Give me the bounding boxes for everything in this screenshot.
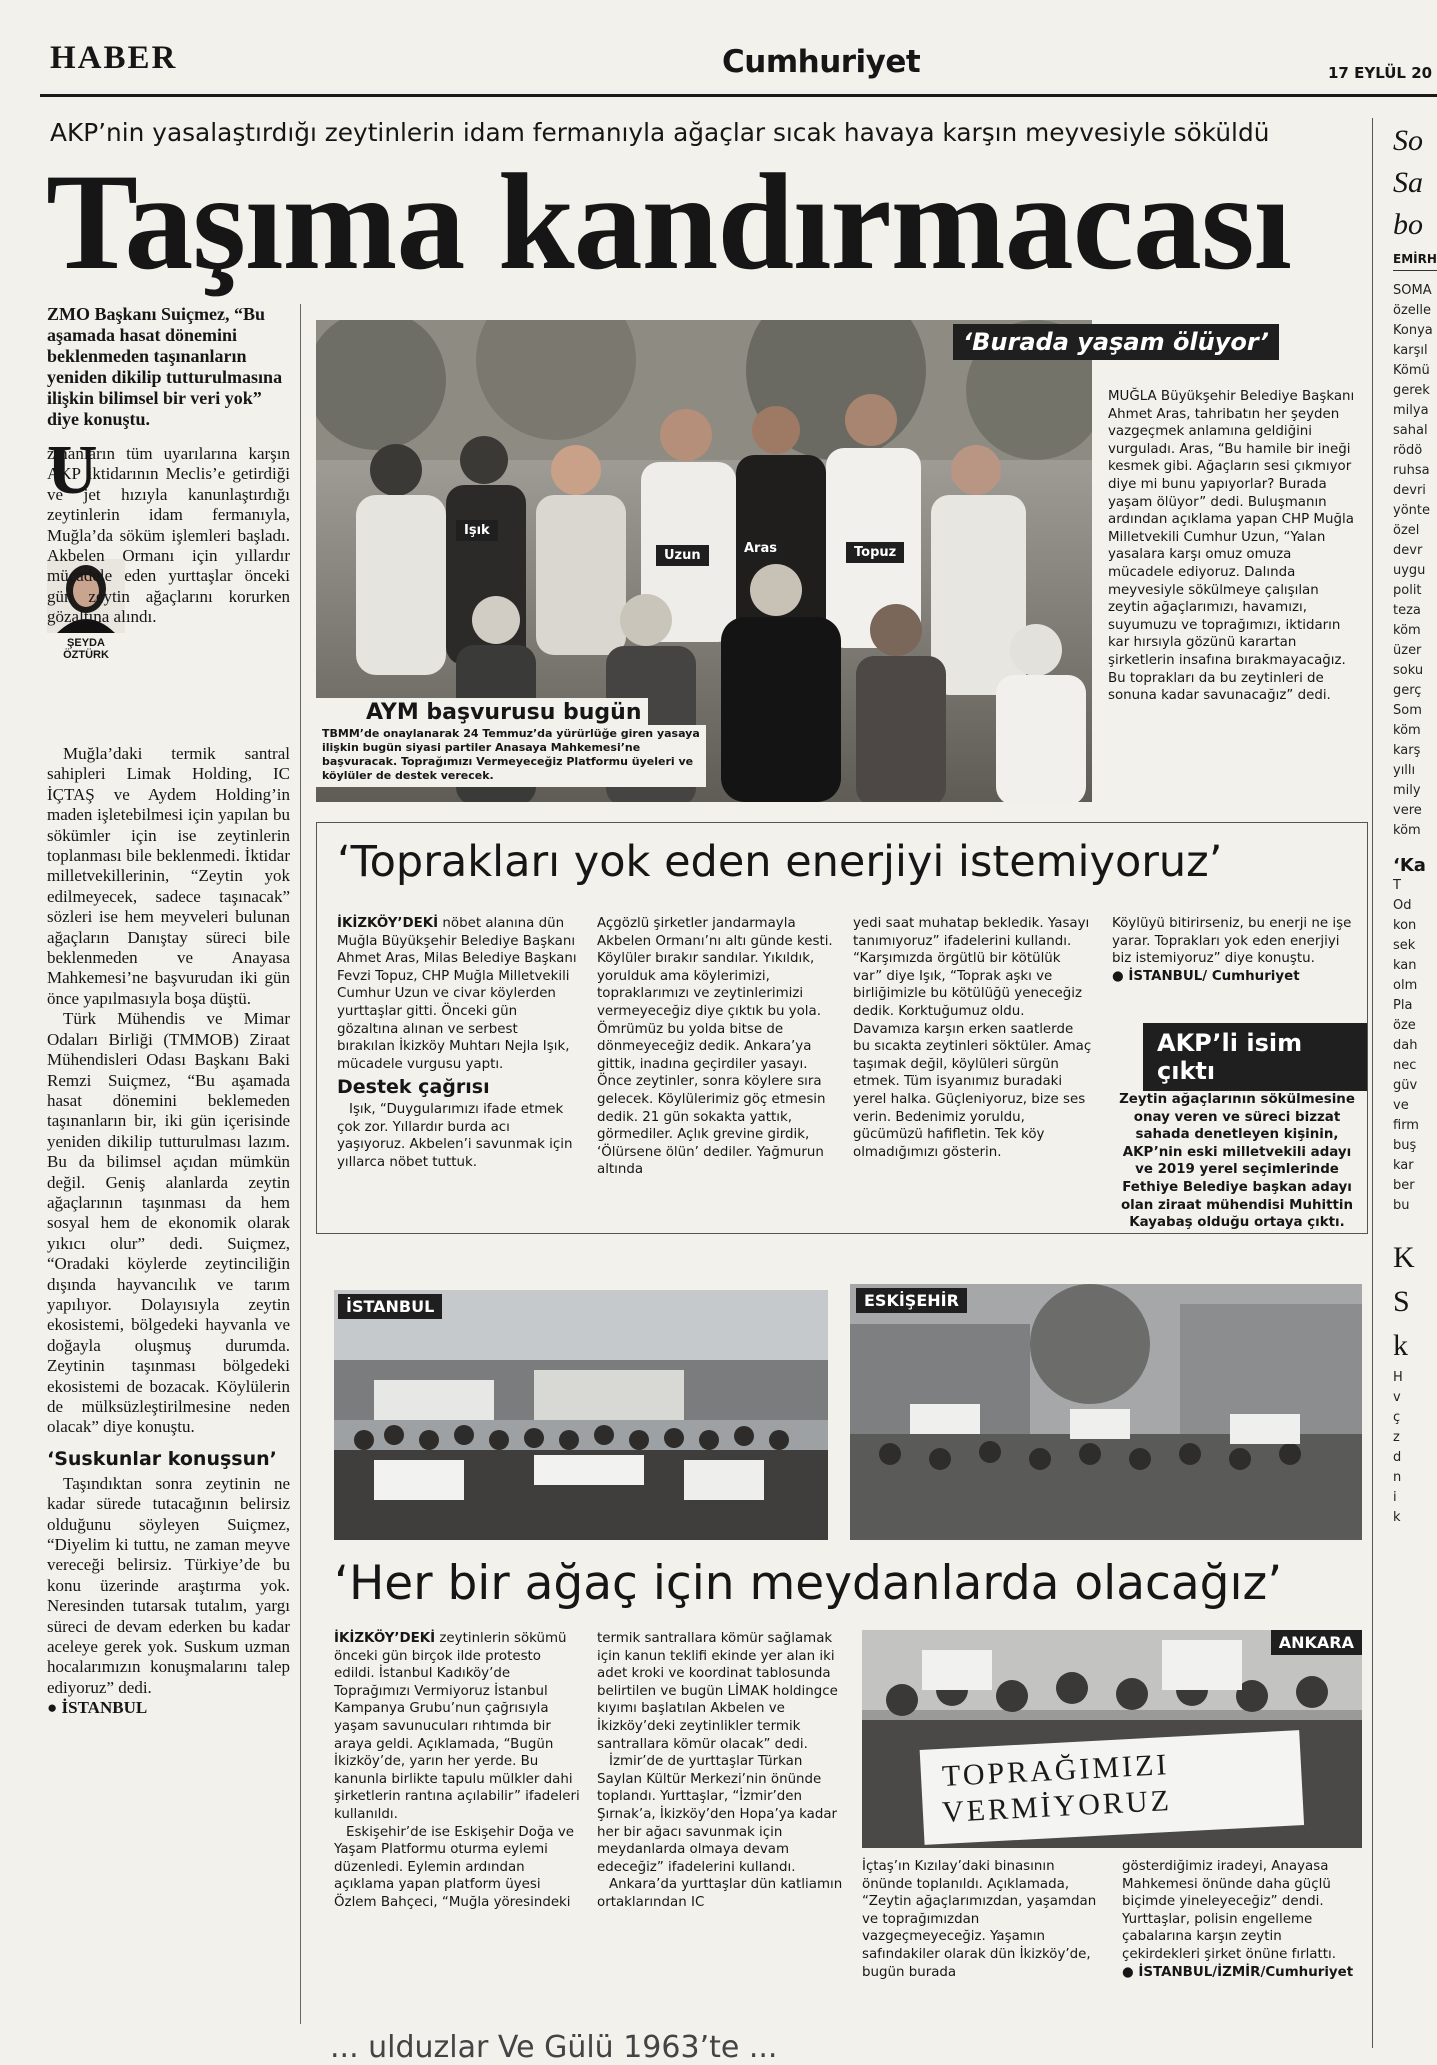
lead-text: zmanların tüm uyarılarına karşın AKP iktidarının Meclis’e getirdiği ve jet hızıyla kanunlaştırdığı zeytinlerin idam fermanıyla, Muğla’da söküm işlemleri başladı. Akbelen Ormanı için yıllardır mücadele eden yurttaşlar önceki gün zeytin ağaçlarını korurken gözaltına alındı. [47, 444, 290, 627]
strip-line: buş [1393, 1138, 1417, 1153]
strip-line: devri [1393, 483, 1426, 498]
strip-line: v [1393, 1390, 1401, 1405]
article2-col-1-body: zeytinlerin sökümü önceki gün birçok ilde protesto edildi. İstanbul Kadıköy’de Toprağımızı Vermiyoruz İstanbul Kampanya Grubu’nun çağrısıyla yaşam savunucuları rıhtımda bir araya geldi. Açıklamada, “Bugün İkizköy’de, yarın her yerde. Bu kanunla birlikte tapulu mülkler dahi şirketlerin rantına açılabilir” ifadeleri kullanıldı. [334, 1631, 580, 1822]
kicker: AKP’nin yasalaştırdığı zeytinlerin idam fermanıyla ağaçlar sıcak havaya karşın meyvesiyle söküldü [50, 118, 1270, 147]
photo-label-topuz: Topuz [846, 542, 904, 563]
lead-block [47, 432, 290, 744]
strip-line: köm [1393, 723, 1421, 738]
strip-line: H [1393, 1370, 1403, 1385]
suskunlar-text: Taşındıktan sonra zeytinin ne kadar sürede tutacağının belirsiz olduğunu söyleyen Suiçmez, “Diyelim ki tuttu, ne zaman meyve vereceği belirsiz. Türkiye’de bu konu üzerinde araştırma yok. Neresinden tutarsak tutalım, yargı süreci de devam ederken bu kadar aceleye gerek yok. Suskum uzman hocalarımızın konuşmalarını talep ediyoruz” dedi. [47, 1473, 290, 1697]
strip-line: Konya [1393, 323, 1433, 338]
box-col-4 [1112, 915, 1352, 985]
footer-teaser: ... ulduzlar Ve Gülü 1963’te ... [330, 2030, 778, 2065]
story-box [316, 822, 1368, 1234]
strip-heading-1: So [1393, 124, 1423, 157]
strip-line: d [1393, 1450, 1402, 1465]
box-col-1-text [337, 915, 577, 1073]
strip-line: yıllı [1393, 763, 1416, 778]
strip-lines [1393, 281, 1437, 841]
article2-col-2b: İzmir’de de yurttaşlar Türkan Saylan Kültür Merkezi’nin önünde toplandı. Yurttaşlar, “İzmir’den Şırnak’a, İkizköy’den Hopa’ya kadar her bir ağacı savunmak için meydanlarda olmaya devam edeceğiz” ifadelerini kullandı. [597, 1754, 838, 1875]
akp-tag: AKP’li isim çıktı [1143, 1023, 1367, 1091]
strip-line: i [1393, 1490, 1397, 1505]
strip-line: kan [1393, 958, 1417, 973]
pullquote: ZMO Başkanı Suiçmez, “Bu aşamada hasat dönemini beklenmeden taşınanların yeniden dikilip tutturulmasına ilişkin bilimsel bir veri yok” diye konuştu. [47, 304, 283, 429]
article2-col-1 [334, 1630, 582, 1912]
strip-line: bu [1393, 1198, 1410, 1213]
photo-caption [316, 698, 706, 787]
article2-col-4-sig: İSTANBUL/İZMİR/Cumhuriyet [1138, 1964, 1354, 1980]
strip-heading-2: Sa [1393, 166, 1423, 199]
strip-big-letter: S [1393, 1285, 1410, 1318]
strip-line: dah [1393, 1038, 1418, 1053]
strip-line: Som [1393, 703, 1422, 718]
box-col-1b: Işık, “Duygularımızı ifade etmek çok zor. Yıllardır burda acı yaşıyoruz. Akbelen’i savunmak için yıllarca nöbet tuttuk. [337, 1101, 573, 1170]
strip-big-letter: k [1393, 1329, 1408, 1362]
box-col-4-sig-line: ● İSTANBUL/ Cumhuriyet [1112, 968, 1300, 984]
article2-col-1-text [334, 1630, 582, 1824]
strip-line: milya [1393, 403, 1429, 418]
strip-line: karşıl [1393, 343, 1428, 358]
column-rule-left [300, 304, 301, 2024]
strip-line: mily [1393, 783, 1421, 798]
strip-line: özel [1393, 523, 1420, 538]
box-col-2: Açgözlü şirketler jandarmayla Akbelen Ormanı’nı altı günde kesti. Köylüler bırakır sandılar. Yıkıldık, yorulduk ama köylerimizi, topraklarımızı ve zeytinlerimizi vermeyeceğiz diye çıktık bu yola. Ömrümüz bu yolda bitse de dönmeyeceğiz dedik. Ankara’ya gittik, inadına geçirdiler yasayı. Önce zeytinler, sonra köylere sıra gelecek. Köylülerimiz göç etmesin dedik. 21 gün sokakta yattık, görmediler. Açlık grevine girdik, ‘Ölürsene ölün’ dediler. Yağmurun altında [597, 916, 833, 1178]
strip-line: nec [1393, 1058, 1417, 1073]
box-col-1-body: nöbet alanına dün Muğla Büyükşehir Belediye Başkanı Ahmet Aras, Milas Belediye Başkanı Fevzi Topuz, CHP Muğla Milletvekili Cumhur Uzun ve civar köylerden yurttaşlar gitti. Önceki gün gözaltına alınan ve serbest bırakılan İkizköy Muhtarı Nejla Işık, mücadele vurgusu yaptı. [337, 916, 577, 1072]
strip-line: özelle [1393, 303, 1431, 318]
strip-big-letter: K [1393, 1241, 1415, 1274]
left-column [47, 304, 290, 1719]
photo-label-isik: Işık [456, 520, 498, 541]
strip-line: güv [1393, 1078, 1418, 1093]
strip-line: olm [1393, 978, 1418, 993]
banner-line-1: TOPRAĞIMIZI [941, 1748, 1171, 1793]
strip-subhead: ‘Ka [1393, 855, 1426, 876]
article2-col-2-text: termik santrallara kömür sağlamak için kanun teklifi ekinde yer alan iki adet kroki ve koordinat tablosunda belirtilen ve bugün LİMAK holdingce kıyımı başlatılan Akbelen ve İkizköy’deki zeytinlikler termik santrallara kömür olacak” dedi. [597, 1631, 838, 1752]
strip-line: kon [1393, 918, 1417, 933]
strip-line: soku [1393, 663, 1424, 678]
strip-line: karş [1393, 743, 1421, 758]
strip-line: sahal [1393, 423, 1428, 438]
strip-line: ber [1393, 1178, 1415, 1193]
issue-date: 17 EYLÜL 20 [1328, 64, 1433, 82]
article2-col-1b: Eskişehir’de ise Eskişehir Doğa ve Yaşam Platformu oturma eylemi düzenledi. Eylemin ardından açıklama yapan platform üyesi Özlem Bahçeci, “Muğla yöresindeki [334, 1824, 575, 1910]
strip-line: Kömü [1393, 363, 1430, 378]
strip-line: devr [1393, 543, 1423, 558]
strip-big [1393, 1236, 1437, 1368]
eskisehir-tag: ESKİŞEHİR [856, 1288, 967, 1313]
article2-col-2 [597, 1630, 845, 1912]
strip-line: polit [1393, 583, 1422, 598]
box-headline: ‘Toprakları yok eden enerjiyi istemiyoruz’ [337, 837, 1223, 887]
strip-line: Pla [1393, 998, 1413, 1013]
article2-col-4-text: gösterdiğimiz iradeyi, Anayasa Mahkemesi önünde daha güçlü biçimde yineleyeceğiz” dendi. Yurttaşlar, polisin engelleme çabalarına karşın zeytin çekirdekleri şirket önüne fırlattı. [1122, 1859, 1336, 1962]
strip-line: sek [1393, 938, 1416, 953]
box-col-1 [337, 915, 577, 1171]
top-photo [316, 320, 1092, 802]
strip-line: k [1393, 1510, 1401, 1525]
article2-col-2c: Ankara’da yurttaşlar dün katliamın ortaklarından IC [597, 1877, 843, 1910]
section-label: HABER [50, 40, 178, 76]
strip-line: Od [1393, 898, 1412, 913]
strip-line: teza [1393, 603, 1421, 618]
sig-text: İSTANBUL [61, 1698, 148, 1718]
strip-line: rödö [1393, 443, 1423, 458]
istanbul-tag: İSTANBUL [338, 1294, 442, 1319]
strip-line: uygu [1393, 563, 1426, 578]
subhead-suskunlar: ‘Suskunlar konuşsun’ [47, 1447, 277, 1470]
istanbul-protest-image [334, 1290, 828, 1540]
header-rule [40, 94, 1437, 97]
author-last: ÖZTÜRK [63, 649, 109, 661]
strip-line: üzer [1393, 643, 1422, 658]
strip-line: köm [1393, 623, 1421, 638]
left-body [47, 744, 290, 1719]
strip-line: vere [1393, 803, 1422, 818]
caption-title: AYM başvurusu bugün [316, 698, 648, 725]
box-lead: İKİZKÖY’DEKİ [337, 916, 439, 931]
article2-headline: ‘Her bir ağaç için meydanlarda olacağız’ [334, 1556, 1283, 1611]
article2-col-4-sig-line: ● İSTANBUL/İZMİR/Cumhuriyet [1122, 1964, 1354, 1980]
body-para-2: Türk Mühendis ve Mimar Odaları Birliği (TMMOB) Ziraat Mühendisleri Odası Başkanı Baki Remzi Suiçmez, “Bu aşamada hasat dönemini beklemeden taşınanların bir, iki gün içerisinde yeniden dikilip tutturulması lazım. Bu da bilimsel açıdan mümkün değil. Geniş alanlarda zeytin ağaçlarının taşınması da hem sosyal hem de ekonomik olarak yıkıcı olur” dedi. Suiçmez, “Oradaki köylerde zeytinciliğin dışında hayvancılık ve tarım yapılıyor. Dolayısıyla zeytin ekosistemi, bölgedeki hayvanla ve doğayla oluşmuş durumda. Zeytinin taşınması bölgedeki ekosistemi de bozacak. Köylülerin de mülksüzleştirilmesine neden olacak” diye konuştu. [47, 1009, 290, 1437]
strip-line: köm [1393, 823, 1421, 838]
suskunlar-sig: ● İSTANBUL [47, 1698, 148, 1718]
strip-line: ve [1393, 1098, 1409, 1113]
strip-line: n [1393, 1470, 1402, 1485]
article2-col-3: İçtaş’ın Kızılay’daki binasının önünde toplanıldı. Açıklamada, “Zeytin ağaçlarımızdan, yaşamdan ve toprağımızdan vazgeçmeyeceğiz. Yaşamın safındakiler olarak dün İkizköy’de, bugün burada [862, 1859, 1097, 1980]
strip-line: gerek [1393, 383, 1430, 398]
strip-line: z [1393, 1430, 1400, 1445]
strip-line: kar [1393, 1158, 1414, 1173]
author-first: ŞEYDA [67, 637, 105, 649]
strip-line: SOMA [1393, 283, 1432, 298]
box-subhead: Destek çağrısı [337, 1076, 490, 1099]
eskisehir-protest-image [850, 1284, 1362, 1540]
column-rule-right [1372, 118, 1373, 2048]
box-col-4-sig: İSTANBUL/ Cumhuriyet [1128, 968, 1300, 984]
strip-lines-3 [1393, 1368, 1437, 1528]
strip-line: gerç [1393, 683, 1422, 698]
article2-lead: İKİZKÖY’DEKİ [334, 1631, 436, 1646]
right-strip [1393, 120, 1437, 2048]
main-headline: Taşıma kandırmacası [46, 145, 1291, 298]
box-col-3: yedi saat muhatap bekledik. Yasayı tanımıyoruz” ifadelerini kullandı. “Karşımızda örgütlü bir kötülük var” diye Işık, “Toprak aşkı ve birliğimizle bu kötülüğü yeneceğiz dedik. Korktuğumuz oldu. Davamıza karşın erken saatlerde bu sıcakta zeytinleri söktüler. Amaç taşımak değil, köylüleri sürgün etmek. Tüm isyanımız buradaki yerel halka. Güçleniyoruz, bize ses verin. Bedenimiz yoruldu, gücümüzü hafifletin. Tek köy olmadığımızı gösterin. [853, 916, 1092, 1160]
dropcap: U [47, 432, 98, 509]
strip-heading-3: bo [1393, 208, 1423, 241]
strip-lines-2 [1393, 876, 1437, 1216]
box-col-4-text: Köylüyü bitirirseniz, bu enerji ne işe yarar. Toprakları yok eden enerjiyi biz istemiyoruz” diye konuştu. [1112, 916, 1352, 967]
strip-line: ç [1393, 1410, 1401, 1425]
ankara-photo [862, 1630, 1362, 1848]
article2-col-4 [1122, 1858, 1362, 1981]
body-para-1: Muğla’daki termik santral sahipleri Limak Holding, IC İÇTAŞ ve Aydem Holding’in maden işletebilmesi için yapılan bu sökümler için ise zeytinlerin toplanması bile beklenmedi. İktidar milletvekillerinin, “Zeytin yok edilmeyecek, sadece taşınacak” sözleri ise hem meyveleri bulunan ağaçların Danıştay süreci bile beklenmeden ve Anayasa Mahkemesi’ne başvurudan iki gün önce yapılmasıyla boşa düştü. [47, 744, 290, 1008]
strip-line: T [1393, 878, 1401, 893]
strip-line: ruhsa [1393, 463, 1430, 478]
top-photo-tag: ‘Burada yaşam ölüyor’ [953, 324, 1279, 360]
photo-label-uzun: Uzun [656, 545, 709, 566]
newspaper-logo: Cumhuriyet [722, 44, 921, 80]
ankara-tag: ANKARA [1271, 1630, 1362, 1655]
eskisehir-photo [850, 1284, 1362, 1540]
caption-text: TBMM’de onaylanarak 24 Temmuz’da yürürlüğe giren yasaya ilişkin bugün siyasi partiler Anasaya Mahkemesi’ne başvuracak. Toprağımızı Vermeyeceğiz Platformu üyeleri ve köylüler de destek verecek. [316, 725, 706, 787]
strip-line: firm [1393, 1118, 1419, 1133]
side-quote: MUĞLA Büyükşehir Belediye Başkanı Ahmet Aras, tahribatın her şeyden vazgeçmek anlamına geldiğini vurguladı. Aras, “Bu hamile bir ineği kesmek gibi. Ağaçların sesi çıkmıyor diye mi bunu yapıyorlar? Burada yaşam ölüyor” dedi. Buluşmanın ardından açıklama yapan CHP Muğla Milletvekili Cumhur Uzun, “Yalan yasalara karşı omuz omuza mücadele ediyoruz. Dalında meyvesiyle sökülmeye çalışılan zeytin ağaçlarımızı, havamızı, suyumuzu ve toprağımızı, iktidarın kar hırsıyla gözünü karartan şirketlerin insafına bırakmayacağız. Bu toprakları da bu zeytinleri de sonuna kadar savunacağız” dedi. [1108, 389, 1355, 704]
strip-byline: EMİRH [1393, 252, 1437, 271]
istanbul-photo [334, 1290, 828, 1540]
strip-line: öze [1393, 1018, 1416, 1033]
banner-line-2: VERMİYORUZ [941, 1784, 1173, 1829]
akp-text: Zeytin ağaçlarının sökülmesine onay veren ve süreci bizzat sahada denetleyen kişinin, AKP’nin eski milletvekili adayı ve 2019 yerel seçimlerinde Fethiye Belediye başkan adayı olan ziraat mühendisi Muhittin Kayabaş olduğu ortaya çıktı. [1119, 1092, 1355, 1231]
photo-label-aras: Aras [736, 538, 785, 559]
strip-line: yönte [1393, 503, 1430, 518]
